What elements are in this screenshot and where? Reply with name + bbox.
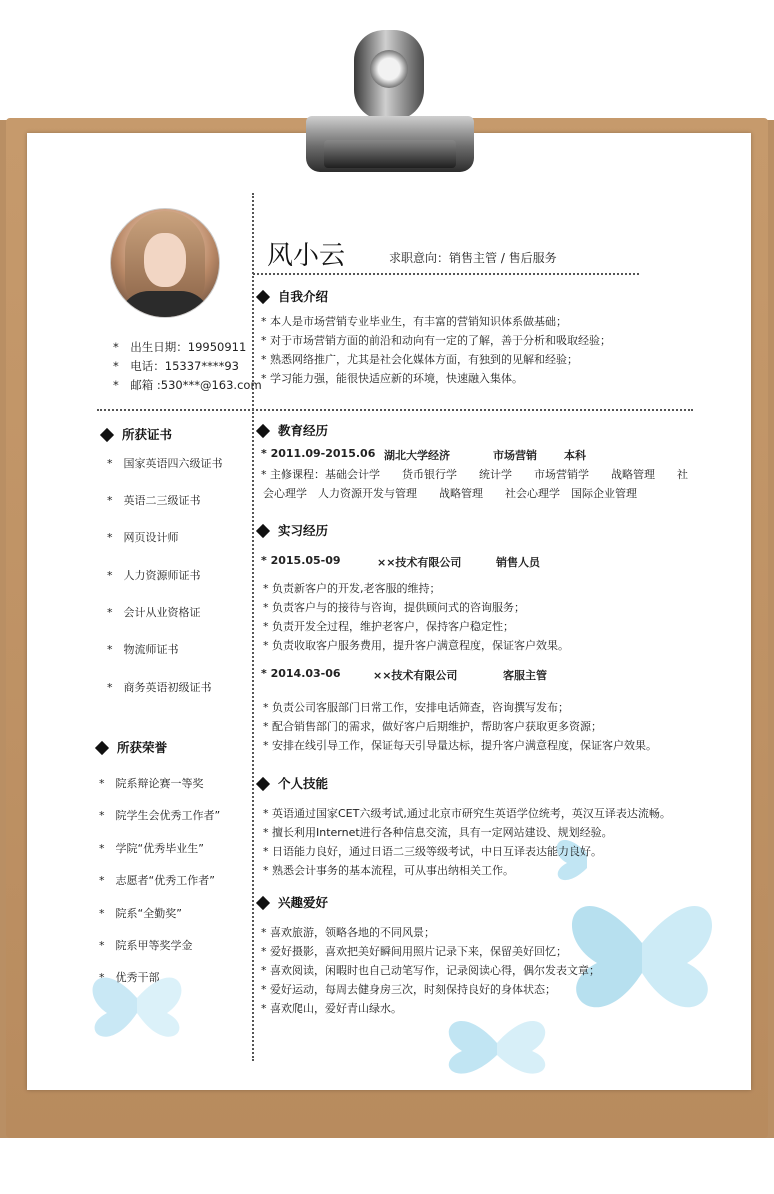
job-item: * 负责收取客户服务费用，提升客户满意程度，保证客户效果。 xyxy=(263,639,569,652)
skills-heading: 个人技能 xyxy=(258,774,328,792)
job-intent: 求职意向：销售主管 / 售后服务 xyxy=(389,251,557,265)
header-divider xyxy=(253,273,639,275)
job-item: * 负责客户与的接待与咨询，提供顾问式的咨询服务； xyxy=(263,601,525,614)
honor-item: * 志愿者“优秀工作者” xyxy=(99,874,215,887)
honor-item: * 院系甲等奖学金 xyxy=(99,939,193,952)
skill-item: * 英语通过国家CET六级考试,通过北京市研究生英语学位统考，英汉互译表达流畅。 xyxy=(263,807,671,820)
binder-clip xyxy=(306,30,474,178)
diamond-icon xyxy=(256,523,270,537)
education-heading: 教育经历 xyxy=(258,421,328,439)
certificate-item: * 英语二三级证书 xyxy=(107,494,201,507)
job-item: * 负责新客户的开发,老客服的维持； xyxy=(263,582,441,595)
hobby-item: * 喜欢旅游，领略各地的不同风景； xyxy=(261,926,435,939)
education-courses: 会心理学 人力资源开发与管理 战略管理 社会心理学 国际企业管理 xyxy=(263,487,637,500)
diamond-icon xyxy=(100,427,114,441)
education-courses: * 主修课程：基础会计学 货币银行学 统计学 市场营销学 战略管理 社 xyxy=(261,468,688,481)
candidate-name: 风小云 xyxy=(267,241,346,271)
intro-item: * 对于市场营销方面的前沿和动向有一定的了解，善于分析和吸取经验； xyxy=(261,334,611,347)
profile-photo xyxy=(110,208,220,318)
honor-item: * 学院“优秀毕业生” xyxy=(99,842,204,855)
diamond-icon xyxy=(256,895,270,909)
certificates-heading: 所获证书 xyxy=(102,425,172,443)
hobby-item: * 喜欢爬山，爱好青山绿水。 xyxy=(261,1002,402,1015)
job-role: 客服主管 xyxy=(503,669,547,682)
job-company: ××技术有限公司 xyxy=(377,556,462,569)
background-bottom xyxy=(0,1138,774,1194)
certificate-item: * 国家英语四六级证书 xyxy=(107,457,223,470)
email: * 邮箱 :530***@163.com xyxy=(113,378,262,392)
experience-heading: 实习经历 xyxy=(258,521,328,539)
certificate-item: * 人力资源师证书 xyxy=(107,569,201,582)
job-company: ××技术有限公司 xyxy=(373,669,458,682)
vertical-divider xyxy=(252,193,254,1061)
intro-item: * 本人是市场营销专业毕业生，有丰富的营销知识体系做基础； xyxy=(261,315,567,328)
honors-heading: 所获荣誉 xyxy=(97,738,167,756)
intro-item: * 学习能力强，能很快适应新的环境，快速融入集体。 xyxy=(261,372,523,385)
diamond-icon xyxy=(95,740,109,754)
education-period: * 2011.09-2015.06 xyxy=(261,447,376,460)
diamond-icon xyxy=(256,289,270,303)
certificate-item: * 物流师证书 xyxy=(107,643,179,656)
hobby-item: * 喜欢阅读，闲暇时也自己动笔写作，记录阅读心得，偶尔发表文章； xyxy=(261,964,600,977)
butterfly-decoration-center xyxy=(427,993,567,1090)
resume-paper xyxy=(27,133,751,1090)
intro-heading: 自我介绍 xyxy=(258,287,328,305)
honor-item: * 院系辩论赛一等奖 xyxy=(99,777,204,790)
intro-item: * 熟悉网络推广，尤其是社会化媒体方面，有独到的见解和经验； xyxy=(261,353,578,366)
diamond-icon xyxy=(256,776,270,790)
honor-item: * 院学生会优秀工作者” xyxy=(99,809,221,822)
job-item: * 负责公司客服部门日常工作，安排电话筛查，咨询撰写发布； xyxy=(263,701,569,714)
certificate-item: * 会计从业资格证 xyxy=(107,606,201,619)
hobbies-heading: 兴趣爱好 xyxy=(258,893,328,911)
honor-item: * 院系“全勤奖” xyxy=(99,907,182,920)
hobby-item: * 爱好摄影，喜欢把美好瞬间用照片记录下来，保留美好回忆； xyxy=(261,945,567,958)
education-degree: 本科 xyxy=(564,449,586,462)
phone: * 电话：15337****93 xyxy=(113,359,239,373)
butterfly-decoration-right xyxy=(547,823,737,1063)
hobby-item: * 爱好运动，每周去健身房三次，时刻保持良好的身体状态； xyxy=(261,983,556,996)
birth-date: * 出生日期：19950911 xyxy=(113,340,247,354)
education-school: 湖北大学经济 xyxy=(384,449,450,462)
skill-item: * 日语能力良好，通过日语二三级等级考试，中日互译表达能力良好。 xyxy=(263,845,602,858)
job-item: * 配合销售部门的需求，做好客户后期维护，帮助客户获取更多资源； xyxy=(263,720,602,733)
job-item: * 安排在线引导工作，保证每天引导量达标，提升客户满意程度，保证客户效果。 xyxy=(263,739,657,752)
skill-item: * 擅长利用Internet进行各种信息交流，具有一定网站建设、规划经验。 xyxy=(263,826,613,839)
education-major: 市场营销 xyxy=(493,449,537,462)
honor-item: * 优秀干部 xyxy=(99,971,160,984)
certificate-item: * 商务英语初级证书 xyxy=(107,681,212,694)
job-period: * 2014.03-06 xyxy=(261,667,341,680)
job-period: * 2015.05-09 xyxy=(261,554,341,567)
job-role: 销售人员 xyxy=(496,556,540,569)
job-item: * 负责开发全过程，维护老客户，保持客户稳定性； xyxy=(263,620,514,633)
certificate-item: * 网页设计师 xyxy=(107,531,179,544)
section-divider xyxy=(97,409,693,411)
skill-item: * 熟悉会计事务的基本流程，可从事出纳相关工作。 xyxy=(263,864,514,877)
diamond-icon xyxy=(256,423,270,437)
